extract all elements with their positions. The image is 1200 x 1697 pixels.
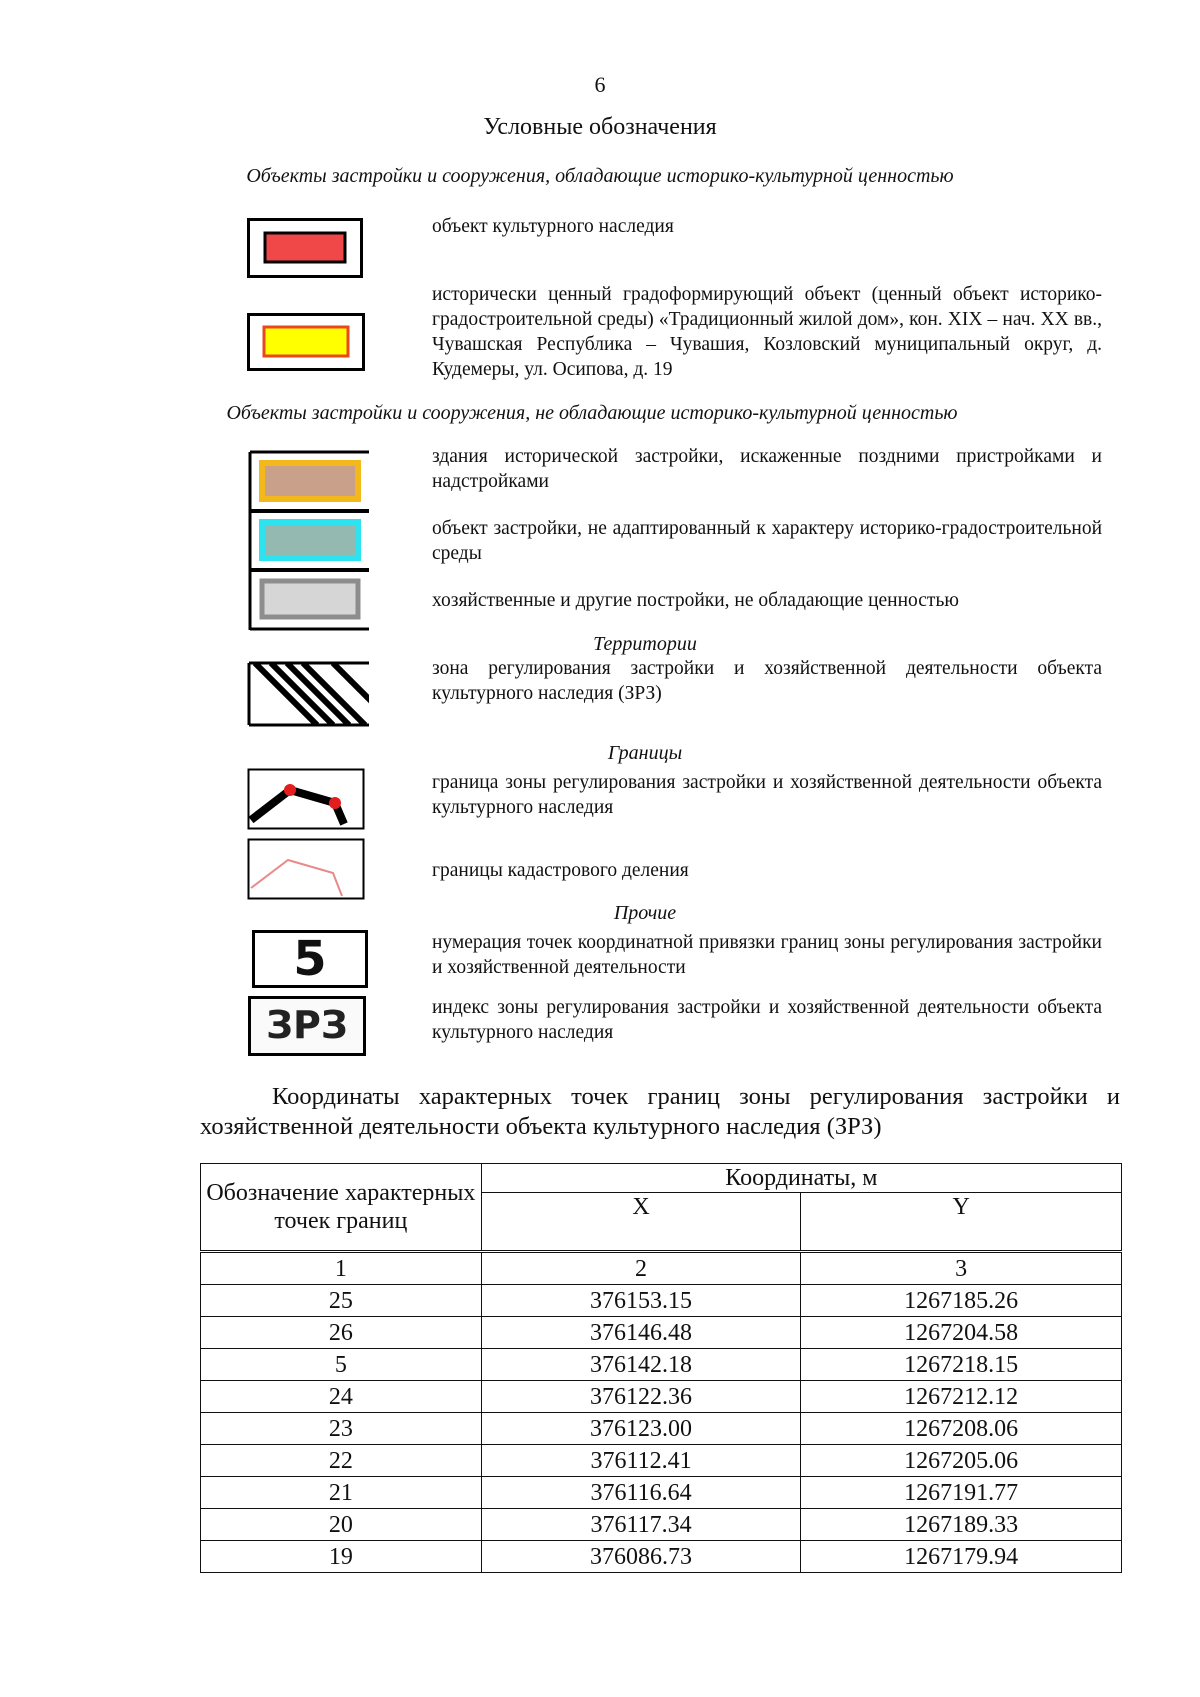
cell-x: 376146.48 <box>481 1317 801 1349</box>
cell-x: 376086.73 <box>481 1541 801 1573</box>
col-point-header: Обозначение характерных точек границ <box>201 1164 482 1252</box>
coords-heading: Координаты характерных точек границ зоны регулирования застройки и хозяйственной деятельности объекта культурного наследия (ЗРЗ) <box>200 1083 1120 1140</box>
section-territories-heading: Территории <box>593 633 697 655</box>
col-number: 2 <box>481 1252 801 1285</box>
col-number: 1 <box>201 1252 482 1285</box>
table-row <box>201 1541 1122 1573</box>
cell-point: 26 <box>201 1317 482 1349</box>
legend-item-cadastral: границы кадастрового деления <box>432 860 689 881</box>
cell-y: 1267191.77 <box>801 1477 1122 1509</box>
table-header-row <box>201 1164 1122 1193</box>
table-row <box>201 1285 1122 1317</box>
cell-point: 22 <box>201 1445 482 1477</box>
cell-y: 1267205.06 <box>801 1445 1122 1477</box>
cell-y: 1267204.58 <box>801 1317 1122 1349</box>
legend-item-zone-border: граница зоны регулирования застройки и хозяйственной деятельности объекта культурного наследия <box>432 772 1102 818</box>
point-number-icon <box>252 930 368 988</box>
heritage-object-icon <box>247 218 363 278</box>
col-coords-header: Координаты, м <box>481 1164 1121 1193</box>
non-valuable-buildings-icons <box>247 450 371 632</box>
cell-y: 1267189.33 <box>801 1509 1122 1541</box>
cell-x: 376112.41 <box>481 1445 801 1477</box>
cell-point: 5 <box>201 1349 482 1381</box>
table-row <box>201 1477 1122 1509</box>
zone-index-icon <box>248 996 366 1056</box>
coords-table <box>200 1163 1122 1573</box>
cell-point: 20 <box>201 1509 482 1541</box>
section-not-valuable-heading: Объекты застройки и сооружения, не обладающие историко-культурной ценностью <box>226 402 958 424</box>
cell-point: 19 <box>201 1541 482 1573</box>
legend-item-heritage: объект культурного наследия <box>432 216 674 237</box>
cell-x: 376142.18 <box>481 1349 801 1381</box>
table-row <box>201 1317 1122 1349</box>
zone-border-icon <box>247 768 365 830</box>
zone-hatch-icon <box>247 661 371 727</box>
legend-title: Условные обозначения <box>483 114 717 140</box>
zone-index-label: ЗРЗ <box>266 1003 348 1047</box>
col-y-header: Y <box>801 1193 1122 1252</box>
section-borders-heading: Границы <box>607 742 683 764</box>
table-row <box>201 1413 1122 1445</box>
cell-y: 1267185.26 <box>801 1285 1122 1317</box>
col-x-header: X <box>481 1193 801 1252</box>
legend-item-distorted: здания исторической застройки, искаженные поздними пристройками и надстройками <box>432 446 1102 492</box>
cadastral-border-icon <box>247 838 365 900</box>
legend-item-zone: зона регулирования застройки и хозяйственной деятельности объекта культурного наследия (ЗРЗ) <box>432 658 1102 704</box>
legend-item-valuable-object: исторически ценный градоформирующий объект (ценный объект историко-градостроительной среды) «Традиционный жилой дом», кон. XIX – нач. XX вв., Чувашская Республика – Чувашия, Козловский муниципальный округ, д. Кудемеры, ул. Осипова, д. 19 <box>432 284 1102 380</box>
cell-y: 1267179.94 <box>801 1541 1122 1573</box>
section-valuable-heading: Объекты застройки и сооружения, обладающие историко-культурной ценностью <box>246 165 954 187</box>
table-col-numbers-row <box>201 1252 1122 1285</box>
cell-point: 24 <box>201 1381 482 1413</box>
legend-item-not-adapted: объект застройки, не адаптированный к характеру историко-градостроительной среды <box>432 518 1102 564</box>
cell-y: 1267218.15 <box>801 1349 1122 1381</box>
cell-x: 376116.64 <box>481 1477 801 1509</box>
legend-item-numbering: нумерация точек координатной привязки границ зоны регулирования застройки и хозяйственной деятельности <box>432 932 1102 978</box>
legend-item-index: индекс зоны регулирования застройки и хозяйственной деятельности объекта культурного наследия <box>432 997 1102 1043</box>
cell-point: 21 <box>201 1477 482 1509</box>
distorted-building-icon <box>262 463 358 499</box>
cell-x: 376153.15 <box>481 1285 801 1317</box>
table-row <box>201 1509 1122 1541</box>
household-building-icon <box>262 581 358 617</box>
cell-point: 25 <box>201 1285 482 1317</box>
cell-point: 23 <box>201 1413 482 1445</box>
cell-y: 1267208.06 <box>801 1413 1122 1445</box>
point-number-label: 5 <box>293 931 327 987</box>
table-row <box>201 1381 1122 1413</box>
legend-item-household: хозяйственные и другие постройки, не обладающие ценностью <box>432 590 959 611</box>
cell-x: 376123.00 <box>481 1413 801 1445</box>
table-row <box>201 1349 1122 1381</box>
not-adapted-building-icon <box>262 522 358 558</box>
table-row <box>201 1445 1122 1477</box>
section-other-heading: Прочие <box>613 902 677 924</box>
cell-y: 1267212.12 <box>801 1381 1122 1413</box>
page-number: 6 <box>594 72 606 97</box>
cell-x: 376122.36 <box>481 1381 801 1413</box>
cell-x: 376117.34 <box>481 1509 801 1541</box>
col-number: 3 <box>801 1252 1122 1285</box>
valuable-object-icon <box>247 313 365 371</box>
